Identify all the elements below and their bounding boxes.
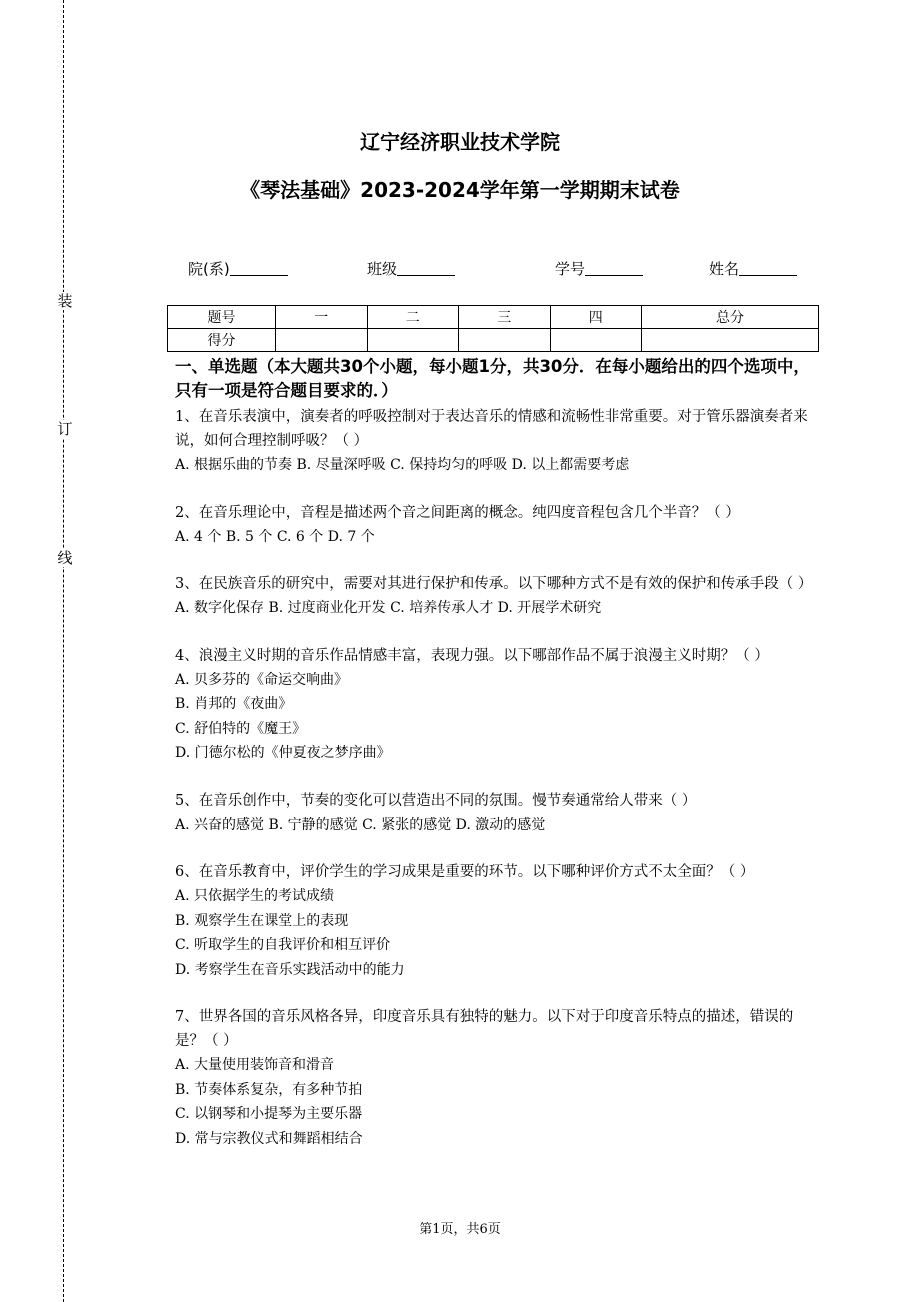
school-name: 辽宁经济职业技术学院 <box>360 130 560 154</box>
info-field-class[interactable] <box>367 258 455 279</box>
question-option: C. 舒伯特的《魔王》 <box>175 720 307 737</box>
question-option: B. 节奏体系复杂，有多种节拍 <box>175 1081 363 1098</box>
question-item <box>175 405 820 478</box>
question-item <box>175 789 820 838</box>
info-blank[interactable] <box>739 261 797 276</box>
score-table-column: 一 <box>276 306 368 329</box>
question-option: C. 以钢琴和小提琴为主要乐器 <box>175 1106 363 1122</box>
info-field-department[interactable] <box>188 258 288 279</box>
question-item <box>175 644 820 766</box>
score-cell[interactable] <box>367 329 459 352</box>
binding-char-ding: 订 <box>57 420 73 438</box>
score-table-header-label: 题号 <box>168 306 276 329</box>
score-table <box>167 305 819 352</box>
score-table-column: 四 <box>550 306 642 329</box>
question-item <box>175 501 820 550</box>
info-blank[interactable] <box>230 261 288 276</box>
page-number: 第1页，共6页 <box>419 1222 501 1237</box>
info-blank[interactable] <box>585 261 643 276</box>
question-option: A. 4 个 B. 5 个 C. 6 个 D. 7 个 <box>175 528 375 545</box>
question-item <box>175 860 820 982</box>
question-option: A. 大量使用装饰音和滑音 <box>175 1057 335 1073</box>
question-option: C. 听取学生的自我评价和相互评价 <box>175 937 391 953</box>
score-table-column: 总分 <box>642 306 819 329</box>
exam-title: 《琴法基础》2023-2024学年第一学期期末试卷 <box>240 178 680 202</box>
question-option: A. 兴奋的感觉 B. 宁静的感觉 C. 紧张的感觉 D. 激动的感觉 <box>175 816 546 833</box>
info-label: 院(系) <box>188 260 230 278</box>
question-stem: 4、浪漫主义时期的音乐作品情感丰富，表现力强。以下哪部作品不属于浪漫主义时期？（ ） <box>175 647 769 664</box>
question-stem: 1、在音乐表演中，演奏者的呼吸控制对于表达音乐的情感和流畅性非常重要。对于管乐器演奏者来说，如何合理控制呼吸？（ ） <box>175 409 808 449</box>
question-item <box>175 572 820 621</box>
question-option: D. 常与宗教仪式和舞蹈相结合 <box>175 1130 363 1147</box>
score-table-column: 二 <box>367 306 459 329</box>
binding-char-zhuang: 装 <box>57 292 73 310</box>
question-option: D. 考察学生在音乐实践活动中的能力 <box>175 961 405 978</box>
score-cell[interactable] <box>276 329 368 352</box>
info-field-student-id[interactable] <box>555 258 643 279</box>
question-option: B. 肖邦的《夜曲》 <box>175 696 293 712</box>
binding-char-xian: 线 <box>57 549 73 567</box>
question-item <box>175 1005 820 1151</box>
score-table-score-row <box>168 329 819 352</box>
info-label: 学号 <box>555 260 586 278</box>
question-option: A. 只依据学生的考试成绩 <box>175 888 335 904</box>
question-option: A. 贝多芬的《命运交响曲》 <box>175 671 349 688</box>
score-cell[interactable] <box>459 329 551 352</box>
question-section <box>175 355 820 1174</box>
question-stem: 2、在音乐理论中，音程是描述两个音之间距离的概念。纯四度音程包含几个半音？（ ） <box>175 504 740 521</box>
info-label: 班级 <box>367 260 398 278</box>
score-table-row-label: 得分 <box>168 329 276 352</box>
info-blank[interactable] <box>397 261 455 276</box>
info-label: 姓名 <box>709 260 740 278</box>
info-field-name[interactable] <box>709 258 797 279</box>
question-stem: 5、在音乐创作中，节奏的变化可以营造出不同的氛围。慢节奏通常给人带来（ ） <box>175 792 697 809</box>
question-stem: 3、在民族音乐的研究中，需要对其进行保护和传承。以下哪种方式不是有效的保护和传承手段（ ） <box>175 576 813 592</box>
score-table-column: 三 <box>459 306 551 329</box>
question-option: D. 门德尔松的《仲夏夜之梦序曲》 <box>175 745 391 761</box>
score-cell[interactable] <box>642 329 819 352</box>
section-heading: 一、单选题（本大题共30个小题，每小题1分，共30分．在每小题给出的四个选项中，只有一项是符合题目要求的．） <box>175 357 810 400</box>
question-stem: 7、世界各国的音乐风格各异，印度音乐具有独特的魅力。以下对于印度音乐特点的描述，错误的是？（ ） <box>175 1009 794 1049</box>
question-option: A. 根据乐曲的节奏 B. 尽量深呼吸 C. 保持均匀的呼吸 D. 以上都需要考虑 <box>175 457 630 473</box>
question-stem: 6、在音乐教育中，评价学生的学习成果是重要的环节。以下哪种评价方式不太全面？（ ） <box>175 864 755 880</box>
question-option: B. 观察学生在课堂上的表现 <box>175 912 349 929</box>
score-table-header-row <box>168 306 819 329</box>
question-option: A. 数字化保存 B. 过度商业化开发 C. 培养传承人才 D. 开展学术研究 <box>175 600 602 616</box>
score-cell[interactable] <box>550 329 642 352</box>
